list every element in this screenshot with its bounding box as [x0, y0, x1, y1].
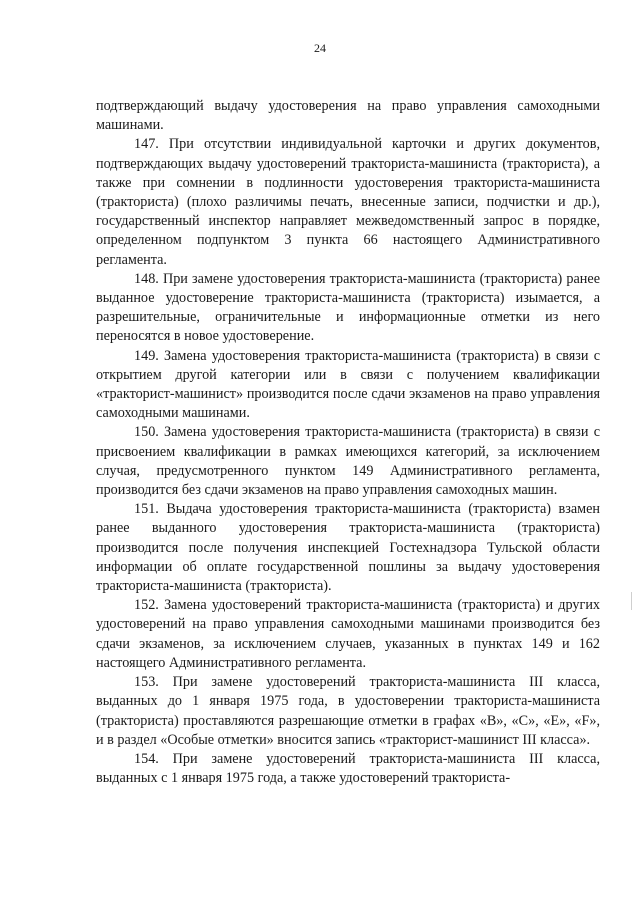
paragraph-153: 153. При замене удостоверений тракториста-машиниста III класса, выданных до 1 января 1975 года, в удостоверении тракториста-машиниста (тракториста) проставляются разрешающие отметки в графах «В», «С», «Е», «F», и в раздел «Особые отметки» вносится запись «тракторист-машинист III класса».: [96, 674, 600, 748]
paragraph-148: 148. При замене удостоверения тракториста-машиниста (тракториста) ранее выданное удостоверение тракториста-машиниста (тракториста) изымается, а разрешительные, ограничительные и информационные отметки из него переносятся в новое удостоверение.: [96, 270, 600, 345]
paragraph-150: 150. Замена удостоверения тракториста-машиниста (тракториста) в связи с присвоением квалификации в рамках имеющихся категорий, за исключением случая, предусмотренного пунктом 149 Административного регламента, производится без сдачи экзаменов на право управления самоходных машин.: [96, 424, 600, 499]
paragraph-154: 154. При замене удостоверений тракториста-машиниста III класса, выданных с 1 января 1975 года, а также удостоверений тракториста-: [96, 750, 600, 787]
paragraph-continuation: подтверждающий выдачу удостоверения на право управления самоходными машинами.: [96, 98, 600, 134]
page-number: 24: [314, 41, 326, 55]
document-body: [96, 97, 600, 788]
scan-margin-mark: [631, 592, 632, 610]
paragraph-149: 149. Замена удостоверения тракториста-машиниста (тракториста) в связи с открытием другой категории или в связи с получением квалификации «тракторист-машинист» производится после сдачи экзаменов на право управления самоходными машинами.: [96, 347, 600, 422]
paragraph-152: 152. Замена удостоверений тракториста-машиниста (тракториста) и других удостоверений на право управления самоходными машинами производится без сдачи экзаменов, за исключением случаев, указанных в пунктах 149 и 162 настоящего Административного регламента.: [96, 597, 600, 671]
paragraph-151: 151. Выдача удостоверения тракториста-машиниста (тракториста) взамен ранее выданного удостоверения тракториста-машиниста (тракториста) производится после получения инспекцией Гостехнадзора Тульской области информации об оплате государственной пошлины за выдачу удостоверения тракториста-машиниста (тракториста).: [96, 501, 600, 595]
paragraph-147: 147. При отсутствии индивидуальной карточки и других документов, подтверждающих выдачу удостоверений тракториста-машиниста (тракториста), а также при сомнении в подлинности удостоверения тракториста-машиниста (тракториста) (плохо различимы печать, внесенные записи, подчистки и др.), государственный инспектор направляет межведомственный запрос в порядке, определенном подпунктом 3 пункта 66 настоящего Административного регламента.: [96, 136, 600, 268]
